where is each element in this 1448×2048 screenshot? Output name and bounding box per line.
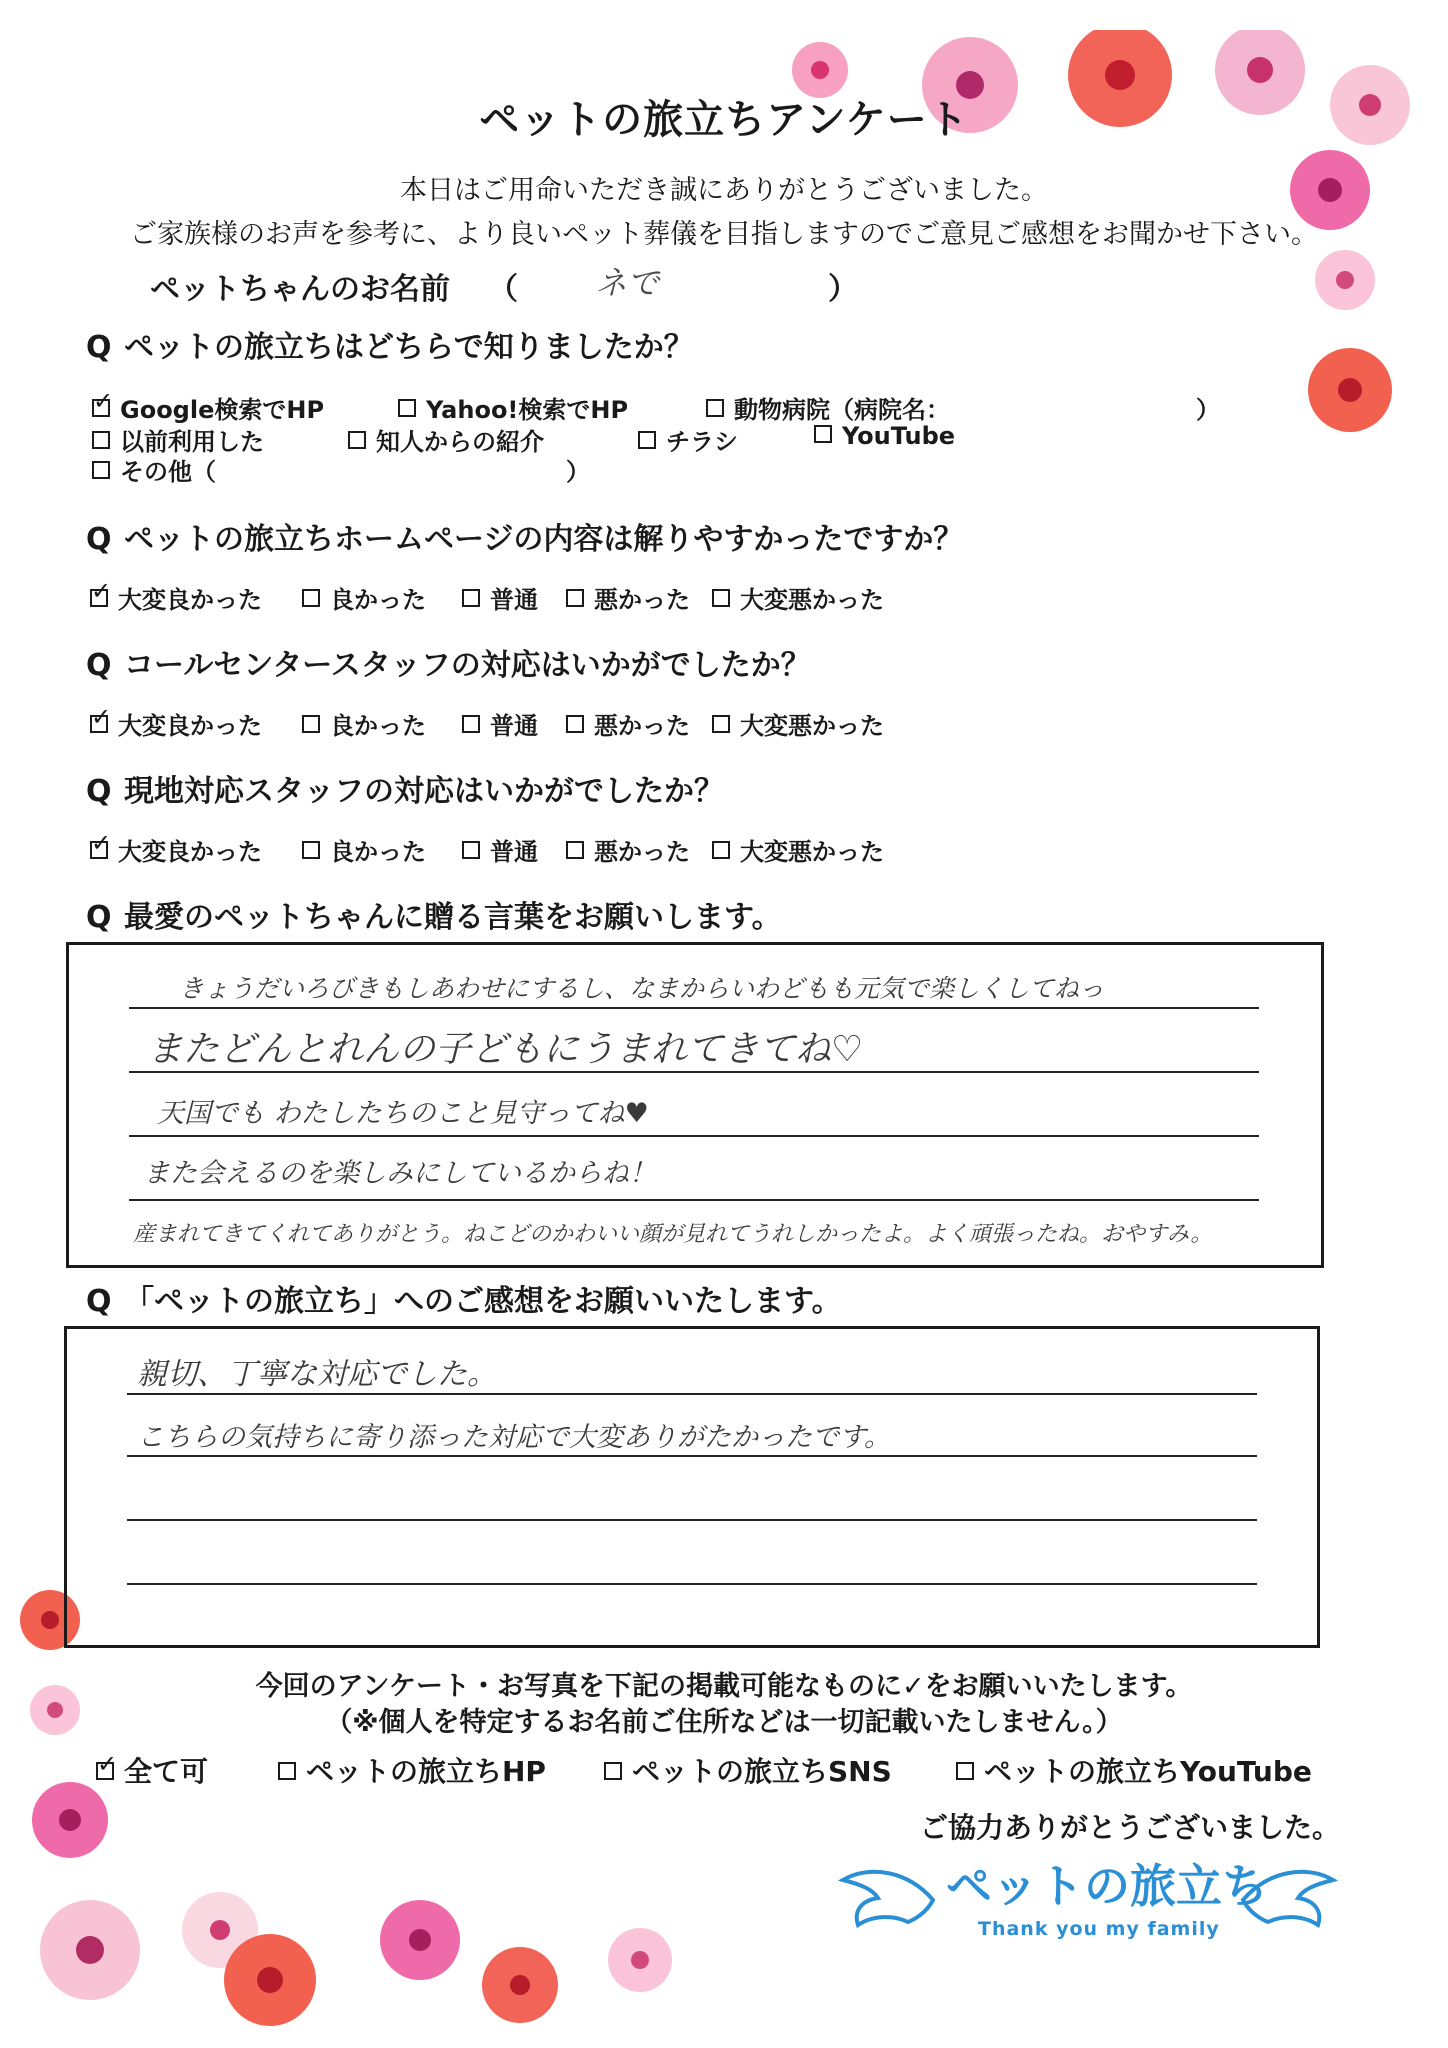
q5-answer-box[interactable] <box>66 942 1324 1268</box>
checkbox-icon[interactable] <box>712 589 730 607</box>
q5-answer-line-1: きょうだいろびきもしあわせにするし、なまからいわどもも元気で楽しくしてねっ <box>179 974 1105 1003</box>
q3-option-bad[interactable]: 悪かった <box>566 706 690 741</box>
q4-option-good[interactable]: 良かった <box>302 832 426 867</box>
checkbox-checked-icon[interactable] <box>92 399 110 417</box>
q2-question: Q ペットの旅立ちホームページの内容は解りやすかったですか？ <box>86 522 964 557</box>
q6-answer-box[interactable] <box>64 1326 1320 1648</box>
pet-name-open-paren: （ <box>488 272 518 307</box>
checkbox-icon[interactable] <box>604 1762 622 1780</box>
q4-option-bad[interactable]: 悪かった <box>566 832 690 867</box>
checkbox-icon[interactable] <box>566 841 584 859</box>
answer-rule <box>127 1583 1257 1585</box>
publication-note: （※個人を特定するお名前ご住所などは一切記載いたしません。） <box>325 1707 1123 1738</box>
q1-vet-close-paren: ） <box>1196 396 1220 424</box>
checkbox-checked-icon[interactable] <box>90 841 108 859</box>
q3-option-very-bad[interactable]: 大変悪かった <box>712 706 884 741</box>
checkbox-checked-icon[interactable] <box>90 715 108 733</box>
q4-question: Q 現地対応スタッフの対応はいかがでしたか？ <box>86 774 724 809</box>
checkbox-icon[interactable] <box>302 841 320 859</box>
survey-title: ペットの旅立ちアンケート <box>479 97 969 143</box>
checkbox-icon[interactable] <box>462 589 480 607</box>
flower-border-bottom <box>20 1880 740 2030</box>
q3-option-average[interactable]: 普通 <box>462 706 538 741</box>
q5-answer-line-4: また会えるのを楽しみにしているからね！ <box>143 1158 656 1189</box>
checkbox-icon[interactable] <box>278 1762 296 1780</box>
q1-option-other[interactable]: その他（ <box>92 452 216 487</box>
checkbox-icon[interactable] <box>462 841 480 859</box>
answer-rule <box>129 1135 1259 1137</box>
pet-no-tabidachi-logo <box>838 1850 1338 1960</box>
q4-option-very-bad[interactable]: 大変悪かった <box>712 832 884 867</box>
q2-option-average[interactable]: 普通 <box>462 580 538 615</box>
checkbox-icon[interactable] <box>956 1762 974 1780</box>
answer-rule <box>127 1393 1257 1395</box>
intro-line-1: 本日はご用命いただき誠にありがとうございました。 <box>400 175 1048 206</box>
q3-option-good[interactable]: 良かった <box>302 706 426 741</box>
q1-option-referral[interactable]: 知人からの紹介 <box>348 422 544 457</box>
logo-name: ペットの旅立ち <box>946 1859 1268 1913</box>
q3-question: Q コールセンタースタッフの対応はいかがでしたか？ <box>86 648 811 683</box>
checkbox-icon[interactable] <box>638 431 656 449</box>
checkbox-icon[interactable] <box>92 461 110 479</box>
checkbox-icon[interactable] <box>566 715 584 733</box>
q6-answer-line-1: 親切、丁寧な対応でした。 <box>137 1357 497 1392</box>
answer-rule <box>129 1007 1259 1009</box>
publication-option-hp[interactable]: ペットの旅立ちHP <box>278 1750 546 1790</box>
publication-instruction: 今回のアンケート・お写真を下記の掲載可能なものに✓をお願いいたします。 <box>255 1671 1193 1702</box>
q4-option-average[interactable]: 普通 <box>462 832 538 867</box>
checkbox-icon[interactable] <box>348 431 366 449</box>
logo-tagline: Thank you my family <box>978 1918 1220 1940</box>
q1-option-yahoo[interactable]: Yahoo!検索でHP <box>398 390 628 425</box>
q5-answer-line-3: 天国でも わたしたちのこと見守ってね♥ <box>157 1098 649 1129</box>
answer-rule <box>129 1199 1259 1201</box>
q2-option-bad[interactable]: 悪かった <box>566 580 690 615</box>
checkbox-checked-icon[interactable] <box>90 589 108 607</box>
right-wing-icon <box>1238 1860 1338 1940</box>
q-mark: Q <box>86 330 112 365</box>
answer-rule <box>127 1455 1257 1457</box>
q6-question: Q 「ペットの旅立ち」へのご感想をお願いいたします。 <box>86 1284 842 1319</box>
checkbox-icon[interactable] <box>712 715 730 733</box>
checkbox-icon[interactable] <box>706 399 724 417</box>
q1-question: Q ペットの旅立ちはどちらで知りましたか？ <box>86 330 694 365</box>
checkbox-icon[interactable] <box>712 841 730 859</box>
pet-name-value[interactable]: ネで <box>595 264 660 302</box>
q3-option-very-good[interactable]: ✓大変良かった <box>90 706 262 741</box>
checkbox-icon[interactable] <box>814 425 832 443</box>
publication-option-youtube[interactable]: ペットの旅立ちYouTube <box>956 1750 1312 1790</box>
publication-option-sns[interactable]: ペットの旅立ちSNS <box>604 1750 892 1790</box>
q2-option-good[interactable]: 良かった <box>302 580 426 615</box>
left-wing-icon <box>838 1860 938 1940</box>
q5-question: Q 最愛のペットちゃんに贈る言葉をお願いします。 <box>86 900 782 935</box>
publication-option-all[interactable]: ✓全て可 <box>96 1750 208 1790</box>
pet-name-label: ペットちゃんのお名前 <box>150 272 450 307</box>
q6-answer-line-2: こちらの気持ちに寄り添った対応で大変ありがたかったです。 <box>137 1422 891 1453</box>
checkbox-icon[interactable] <box>566 589 584 607</box>
q5-answer-line-2: またどんとれんの子どもにうまれてきてね♡ <box>147 1029 864 1070</box>
checkbox-checked-icon[interactable] <box>96 1762 114 1780</box>
q2-option-very-good[interactable]: ✓大変良かった <box>90 580 262 615</box>
q1-option-youtube[interactable]: YouTube <box>814 422 955 450</box>
checkbox-icon[interactable] <box>398 399 416 417</box>
thanks-message: ご協力ありがとうございました。 <box>920 1811 1341 1844</box>
q1-option-previous[interactable]: 以前利用した <box>92 422 264 457</box>
q1-option-flyer[interactable]: チラシ <box>638 422 738 457</box>
checkbox-icon[interactable] <box>302 589 320 607</box>
checkbox-icon[interactable] <box>302 715 320 733</box>
q5-answer-line-5: 産まれてきてくれてありがとう。ねこどのかわいい顔が見れてうれしかったよ。よく頑張ったね。おやすみ。 <box>133 1222 1213 1247</box>
q1-other-close-paren: ） <box>566 458 590 486</box>
q2-option-very-bad[interactable]: 大変悪かった <box>712 580 884 615</box>
q4-option-very-good[interactable]: ✓大変良かった <box>90 832 262 867</box>
checkbox-icon[interactable] <box>462 715 480 733</box>
intro-line-2: ご家族様のお声を参考に、より良いペット葬儀を目指しますのでご意見ご感想をお聞かせ下さい。 <box>130 219 1318 250</box>
answer-rule <box>127 1519 1257 1521</box>
q1-option-google[interactable]: ✓Google検索でHP <box>92 390 324 425</box>
checkbox-icon[interactable] <box>92 431 110 449</box>
pet-name-close-paren: ） <box>828 272 858 307</box>
q1-option-vet[interactable]: 動物病院（病院名： <box>706 390 950 425</box>
